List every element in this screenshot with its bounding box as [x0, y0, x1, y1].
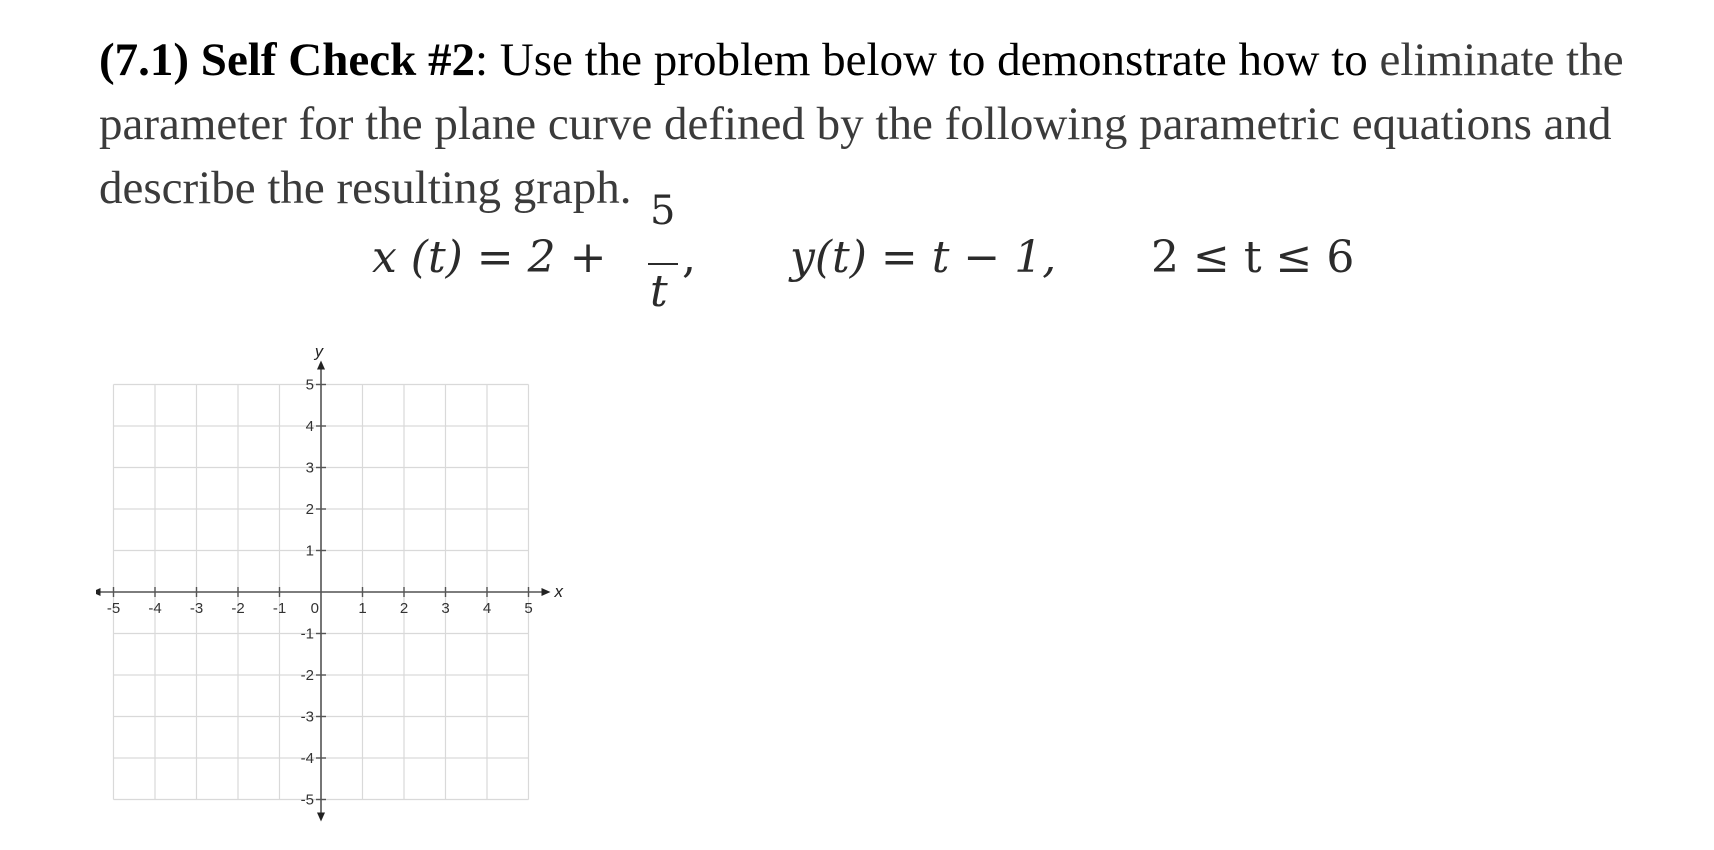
y-tick-label: 1 [305, 542, 314, 560]
x-fraction-denominator: t [650, 266, 668, 317]
y-tick-label: 4 [305, 418, 314, 435]
x-equation-comma: , [682, 232, 696, 283]
x-axis-arrow-left [96, 588, 101, 596]
y-tick-label: 2 [305, 501, 314, 518]
y-tick-label: -5 [300, 791, 314, 809]
x-tick-label: 3 [441, 600, 450, 617]
x-tick-label: 4 [482, 600, 492, 617]
x-tick-label: -4 [148, 600, 162, 617]
y-axis-arrow-up [317, 361, 325, 370]
problem-label: (7.1) Self Check #2 [99, 34, 475, 86]
y-axis-arrow-down [317, 813, 325, 822]
parametric-equations [372, 188, 1355, 342]
y-tick-label: -3 [300, 708, 314, 726]
x-tick-label: 5 [524, 600, 533, 617]
y-tick-label: -1 [300, 625, 314, 643]
y-tick-label: -2 [300, 667, 314, 684]
x-tick-label: 0 [310, 600, 319, 617]
problem-label-colon: : [474, 34, 489, 86]
y-tick-label: 3 [305, 459, 314, 477]
x-tick-label: -5 [106, 600, 121, 617]
x-tick-label: 1 [358, 600, 367, 617]
y-tick-label: -4 [300, 750, 314, 767]
prompt-text-gray: eliminate the parameter for the plane curve defined by the following parametric equations and describe the resulting graph. [99, 34, 1624, 214]
y-tick-label: 5 [305, 376, 314, 394]
x-tick-label: -1 [272, 600, 287, 617]
x-axis-label: x [554, 582, 563, 601]
fraction-bar [648, 263, 678, 265]
x-tick-label: 2 [399, 600, 409, 617]
coordinate-grid [96, 348, 576, 828]
x-tick-label: -2 [231, 600, 245, 617]
problem-prompt [99, 28, 1659, 220]
x-tick-label: -3 [189, 600, 204, 617]
x-fraction-numerator: 5 [650, 188, 676, 234]
prompt-text-dark: Use the problem below to demonstrate how to [488, 34, 1368, 86]
x-axis-arrow-right [542, 588, 551, 596]
y-axis-label: y [314, 348, 324, 361]
t-domain: 2 ≤ t ≤ 6 [1151, 232, 1355, 283]
x-equation: x (t) = 2 + [372, 232, 607, 283]
y-equation: y(t) = t − 1, [790, 232, 1057, 283]
